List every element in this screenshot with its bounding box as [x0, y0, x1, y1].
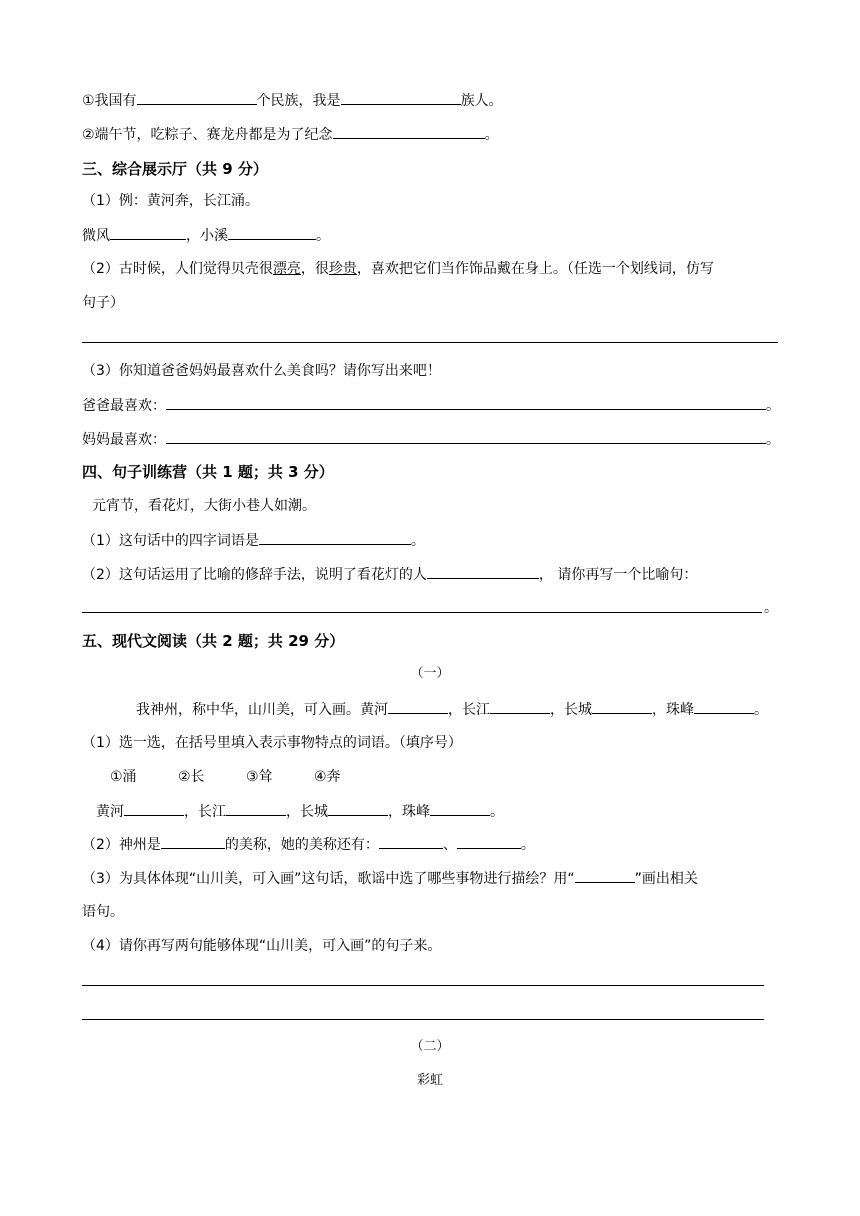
section-3-title: 三、综合展示厅（共 9 分）: [82, 160, 268, 178]
answer-blank[interactable]: [166, 395, 766, 410]
s4-q2-text: （2）这句话运用了比喻的修辞手法，说明了看花灯的人: [82, 567, 427, 583]
s5-q3-line-2: 语句。: [82, 904, 124, 920]
answer-blank[interactable]: [166, 429, 766, 444]
fill-text-4: ，珠峰: [388, 804, 430, 820]
answer-blank[interactable]: [430, 801, 490, 816]
fill-text-2: ，长江: [184, 804, 226, 820]
q2-item-2: [82, 124, 499, 145]
s5-q4: （4）请你再写两句能够体现“山川美，可入画”的句子来。: [82, 938, 442, 954]
answer-blank[interactable]: [694, 699, 754, 714]
s5-q2-text-3: 、: [442, 837, 457, 853]
option-1: ①涌: [110, 769, 137, 785]
answer-line[interactable]: [82, 342, 778, 343]
s5-q3-text-2: ”画出相关: [634, 871, 698, 887]
answer-blank[interactable]: [137, 90, 257, 105]
part-1-heading: （一）: [410, 666, 450, 681]
option-4: ④奔: [314, 769, 341, 785]
s4-sentence: 元宵节，看花灯，大街小巷人如潮。: [92, 498, 316, 514]
answer-blank: [575, 868, 635, 883]
period: 。: [410, 533, 425, 549]
answer-blank[interactable]: [427, 564, 539, 579]
passage-text-4: ，珠峰: [652, 702, 694, 718]
s5-q1: （1）选一选，在括号里填入表示事物特点的词语。（填序号）: [82, 735, 462, 751]
period: 。: [754, 702, 768, 718]
answer-blank[interactable]: [110, 225, 186, 240]
s3-p1-example: （1）例：黄河奔，长江涌。: [82, 193, 259, 209]
s3-p3-mom: [82, 429, 780, 450]
dad-label: 爸爸最喜欢：: [82, 398, 166, 414]
period: 。: [490, 804, 504, 820]
mom-label: 妈妈最喜欢：: [82, 432, 166, 448]
fill-text: 黄河: [96, 804, 124, 820]
q2-item-1-text-3: 族人。: [460, 93, 503, 109]
q2-item-1-text: ①我国有: [82, 93, 137, 109]
underlined-word: 漂亮: [272, 261, 301, 277]
answer-line[interactable]: [82, 1019, 764, 1020]
answer-line[interactable]: [82, 985, 764, 986]
option-2: ②长: [178, 769, 205, 785]
period: 。: [764, 600, 778, 616]
q2-item-1-text-2: 个民族，我是: [256, 93, 341, 109]
s4-q2-text-2: ， 请你再写一个比喻句：: [538, 567, 698, 583]
s5-q2-text: （2）神州是: [82, 837, 161, 853]
answer-blank[interactable]: [333, 124, 485, 139]
s3-p1-answer: [82, 225, 330, 246]
s5-q3-text: （3）为具体体现“山川美，可入画”这句话，歌谣中选了哪些事物进行描绘？用“: [82, 871, 575, 887]
period: 。: [766, 432, 780, 448]
answer-blank[interactable]: [341, 90, 461, 105]
s5-q3-line-1: [82, 868, 698, 889]
s3-p1-text: 微风: [82, 228, 110, 244]
answer-blank[interactable]: [379, 834, 443, 849]
s5-q2-text-2: 的美称，她的美称还有：: [224, 837, 379, 853]
s3-p2-text: （2）古时候，人们觉得贝壳很: [82, 261, 273, 277]
s5-fill: [96, 801, 504, 822]
passage-text-2: ，长江: [448, 702, 490, 718]
s4-q2: [82, 564, 697, 585]
answer-blank[interactable]: [226, 801, 286, 816]
period: 。: [766, 398, 780, 414]
answer-line[interactable]: [82, 612, 762, 613]
s4-q1: [82, 530, 425, 551]
s5-passage: [136, 699, 768, 720]
section-5-title: 五、现代文阅读（共 2 题；共 29 分）: [82, 632, 345, 650]
passage-text: 我神州，称中华，山川美，可入画。黄河: [136, 702, 388, 718]
s3-p2-text-2: ，很: [300, 261, 329, 277]
option-3: ③耸: [246, 769, 273, 785]
period: 。: [316, 228, 330, 244]
q2-item-2-text: ②端午节，吃粽子、赛龙舟都是为了纪念: [82, 127, 333, 143]
s5-options: [110, 767, 382, 787]
fill-text-3: ，长城: [286, 804, 328, 820]
period: 。: [484, 127, 499, 143]
period: 。: [520, 837, 535, 853]
s3-p2-text-3: ，喜欢把它们当作饰品戴在身上。（任选一个划线词，仿写: [356, 261, 714, 277]
answer-blank[interactable]: [490, 699, 550, 714]
q2-item-1: [82, 90, 503, 111]
s3-p2-line-2: 句子）: [82, 295, 124, 311]
s3-p3-question: （3）你知道爸爸妈妈最喜欢什么美食吗？请你写出来吧！: [82, 363, 441, 379]
passage-2-title: 彩虹: [416, 1073, 443, 1088]
answer-blank[interactable]: [124, 801, 184, 816]
answer-blank[interactable]: [457, 834, 521, 849]
answer-blank[interactable]: [328, 801, 388, 816]
section-4-title: 四、句子训练营（共 1 题；共 3 分）: [82, 463, 334, 481]
passage-text-3: ，长城: [550, 702, 592, 718]
s4-q1-text: （1）这句话中的四字词语是: [82, 533, 259, 549]
answer-blank[interactable]: [161, 834, 225, 849]
s3-p2-line-1: [82, 259, 714, 279]
answer-blank[interactable]: [388, 699, 448, 714]
part-2-heading: （二）: [410, 1039, 450, 1054]
answer-blank[interactable]: [259, 530, 411, 545]
s5-q2: [82, 834, 535, 855]
s3-p3-dad: [82, 395, 780, 416]
answer-blank[interactable]: [228, 225, 316, 240]
s3-p1-text-2: ，小溪: [186, 228, 228, 244]
answer-blank[interactable]: [592, 699, 652, 714]
underlined-word: 珍贵: [328, 261, 357, 277]
